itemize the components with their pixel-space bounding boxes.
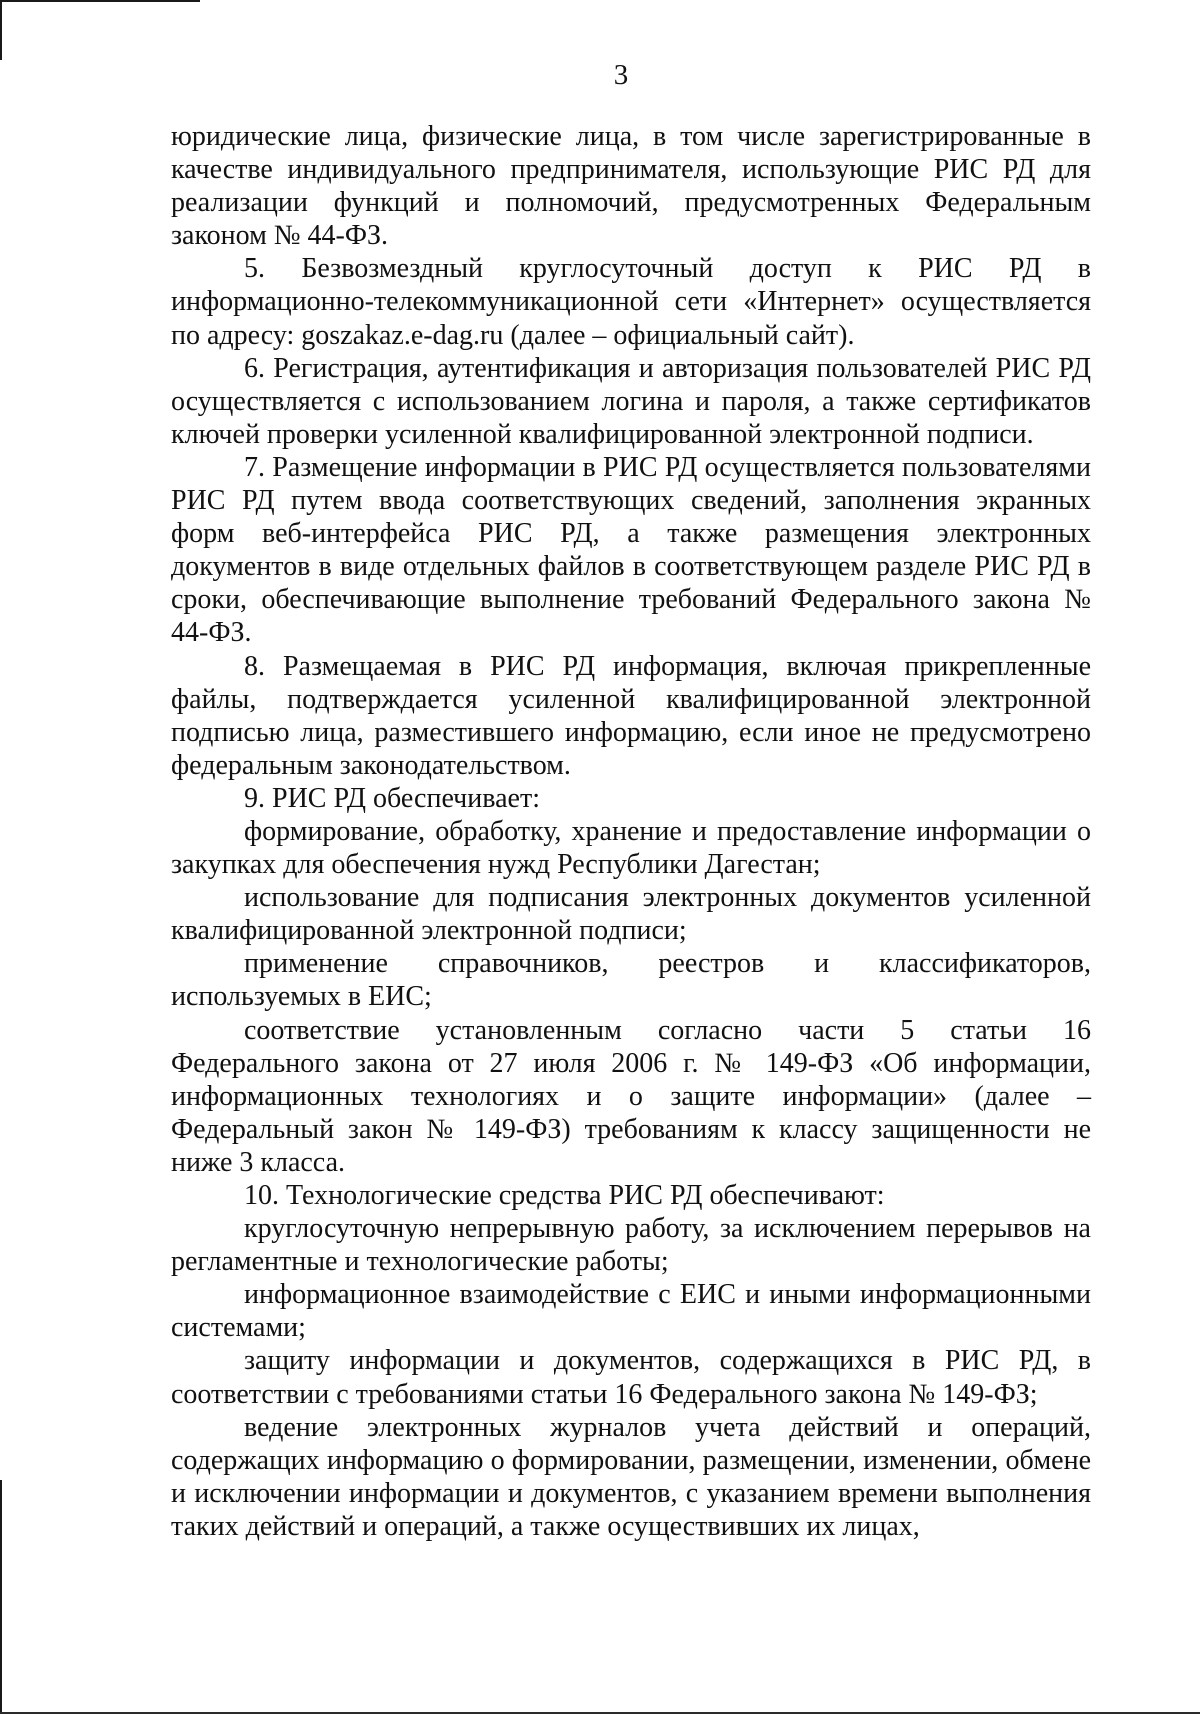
page-number: 3 (613, 59, 629, 91)
paragraph: защиту информации и документов, содержащихся в РИС РД, в соответствии с требованиями статьи 16 Федерального закона № 149-ФЗ; (171, 1345, 1091, 1410)
paragraph: информационное взаимодействие с ЕИС и иными информационными системами; (171, 1279, 1091, 1344)
paragraph: круглосуточную непрерывную работу, за исключением перерывов на регламентные и технологические работы; (171, 1213, 1091, 1278)
paragraph: соответствие установленным согласно части 5 статьи 16 Федерального закона от 27 июля 2006 г. № 149-ФЗ «Об информации, информационных технологиях и о защите информации» (далее – Федеральный закон № 149-ФЗ) требованиям к классу защищенности не ниже 3 класса. (171, 1014, 1091, 1178)
paragraph: применение справочников, реестров и классификаторов, используемых в ЕИС; (171, 948, 1091, 1013)
scan-edge-left (0, 0, 2, 60)
paragraph: 10. Технологические средства РИС РД обеспечивают: (244, 1180, 885, 1211)
scan-edge-top (0, 0, 200, 2)
paragraph: юридические лица, физические лица, в том числе зарегистрированные в качестве индивидуального предпринимателя, использующие РИС РД для реализации функций и полномочий, предусмотренных Федеральным законом № 44-ФЗ. (171, 121, 1091, 252)
paragraph: 8. Размещаемая в РИС РД информация, включая прикрепленные файлы, подтверждается усиленной квалифицированной электронной подписью лица, разместившего информацию, если иное не предусмотрено федеральным законодательством. (171, 650, 1091, 781)
paragraph: формирование, обработку, хранение и предоставление информации о закупках для обеспечения нужд Республики Дагестан; (171, 815, 1091, 881)
paragraph: 5. Безвозмездный круглосуточный доступ к РИС РД в информационно-телекоммуникационной сети «Интернет» осуществляется по адресу: goszakaz.e-dag.ru (далее – официальный сайт). (171, 253, 1091, 351)
paragraph: использование для подписания электронных документов усиленной квалифицированной электронной подписи; (171, 882, 1091, 947)
paragraph: ведение электронных журналов учета действий и операций, содержащих информацию о формировании, размещении, изменении, обмене и исключении информации и документов, с указанием времени выполнения таких действий и операций, а также осуществивших их лицах, (171, 1411, 1091, 1542)
paragraph: 7. Размещение информации в РИС РД осуществляется пользователями РИС РД путем ввода соответствующих сведений, заполнения экранных форм веб-интерфейса РИС РД, а также размещения электронных документов в виде отдельных файлов в соответствующем разделе РИС РД в сроки, обеспечивающие выполнение требований Федерального закона № 44-ФЗ. (171, 451, 1091, 649)
scan-edge-left (0, 1480, 2, 1714)
document-body (171, 120, 1091, 1543)
paragraph: 6. Регистрация, аутентификация и авторизация пользователей РИС РД осуществляется с использованием логина и пароля, а также сертификатов ключей проверки усиленной квалифицированной электронной подписи. (171, 352, 1091, 450)
paragraph: 9. РИС РД обеспечивает: (244, 782, 540, 814)
